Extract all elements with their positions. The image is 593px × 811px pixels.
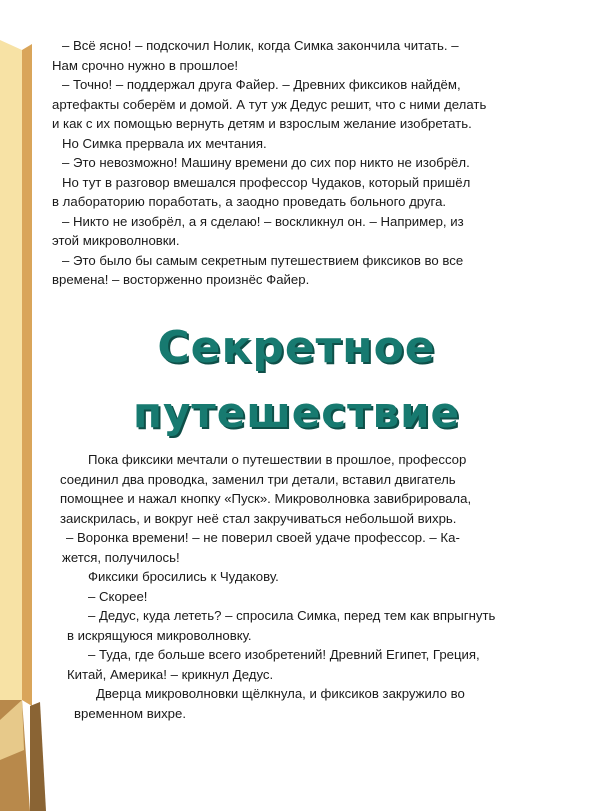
story-line: Китай, Америка! – крикнул Дедус. [67,667,274,682]
story-line: артефакты соберём и домой. А тут уж Дедус решит, что с ними делать [52,97,487,112]
story-line: в лабораторию поработать, а заодно проведать больного друга. [52,194,447,209]
story-line: Фиксики бросились к Чудакову. [88,569,279,584]
story-line: – Точно! – поддержал друга Файер. – Древних фиксиков найдём, [62,77,461,92]
story-line: Но тут в разговор вмешался профессор Чудаков, который пришёл [62,175,471,190]
story-line: Но Симка прервала их мечтания. [62,136,267,151]
story-line: помощнее и нажал кнопку «Пуск». Микроволновка завибрировала, [60,491,472,506]
story-line: – Всё ясно! – подскочил Нолик, когда Симка закончила читать. – [62,38,459,53]
story-line: жется, получилось! [62,550,180,565]
chapter-title-line-1: Секретное [157,322,436,373]
frame-inner-panel [0,40,22,720]
story-line: – Скорее! [88,589,148,604]
story-line: Дверца микроволновки щёлкнула, и фиксиков закружило во [96,686,465,701]
chapter-title-line-2: путешествие [132,388,461,437]
story-line: заискрилась, и вокруг неё стал закручиваться небольшой вихрь. [60,511,457,526]
story-line: – Дедус, куда лететь? – спросила Симка, перед тем как впрыгнуть [88,608,496,623]
frame-lower-shadow [30,702,46,811]
story-line: – Туда, где больше всего изобретений! Древний Египет, Греция, [88,647,480,662]
story-line: этой микроволновки. [52,233,180,248]
story-line: и как с их помощью вернуть детям и взрослым желание изобретать. [52,116,472,131]
story-line: – Воронка времени! – не поверил своей удаче профессор. – Ка- [66,530,460,545]
story-line: в искрящуюся микроволновку. [67,628,252,643]
story-line: – Это было бы самым секретным путешествием фиксиков во все [62,253,464,268]
story-line: – Это невозможно! Машину времени до сих пор никто не изобрёл. [62,155,470,170]
story-line: соединил два проводка, заменил три детали, вставил двигатель [60,472,456,487]
story-line: Нам срочно нужно в прошлое! [52,58,239,73]
story-line: – Никто не изобрёл, а я сделаю! – воскликнул он. – Например, из [62,214,464,229]
story-line: временном вихре. [74,706,187,721]
story-line: времена! – восторженно произнёс Файер. [52,272,310,287]
story-line: Пока фиксики мечтали о путешествии в прошлое, профессор [88,452,467,467]
frame-edge [22,44,32,706]
